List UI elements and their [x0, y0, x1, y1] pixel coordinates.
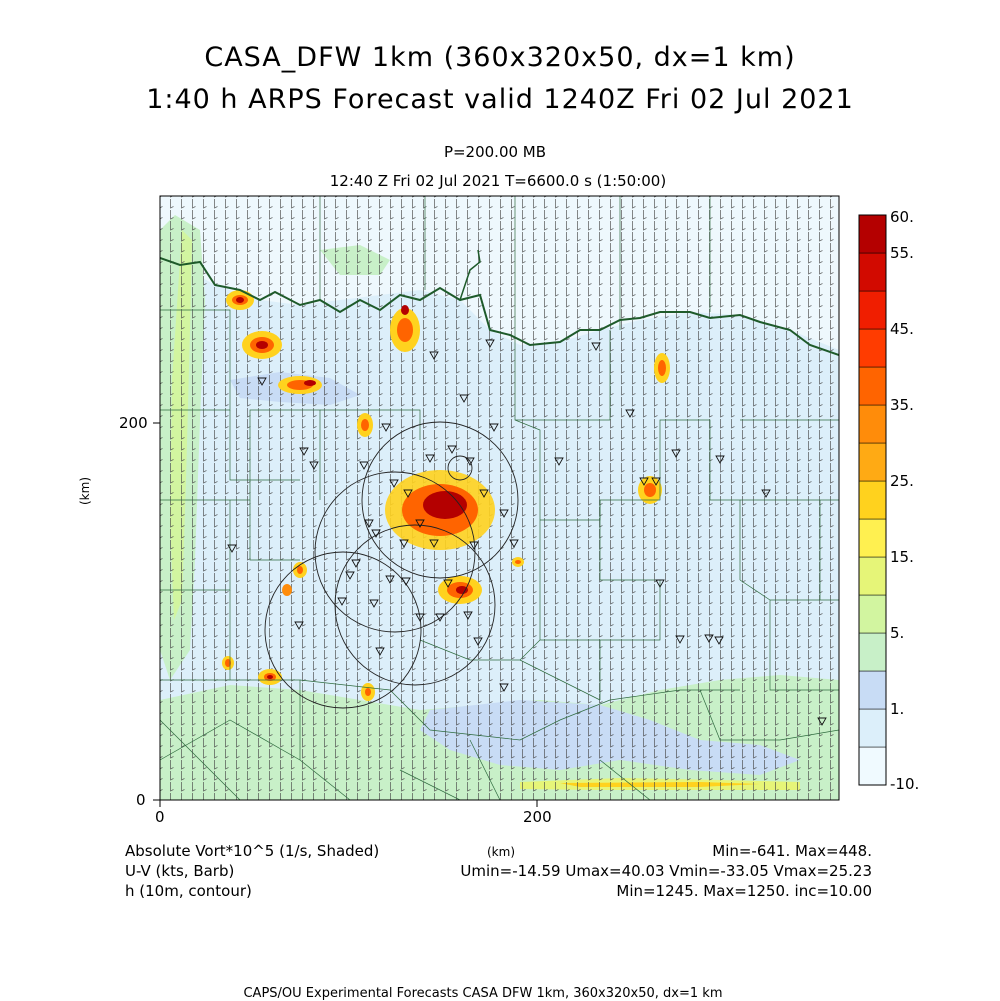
- colorbar-swatch: [859, 291, 886, 329]
- colorbar-swatch: [859, 633, 886, 671]
- x-tick-200: 200: [523, 808, 552, 826]
- storm-cell: [385, 470, 495, 550]
- colorbar-label: 45.: [890, 320, 914, 338]
- colorbar-swatch: [859, 709, 886, 747]
- y-tick-0: 0: [136, 791, 146, 809]
- colorbar-swatch: [859, 367, 886, 405]
- x-tick-0: 0: [155, 808, 165, 826]
- x-axis-label: (km): [487, 845, 516, 859]
- colorbar-swatch: [859, 519, 886, 557]
- storm-cell: [278, 376, 322, 394]
- colorbar-swatch: [859, 747, 886, 785]
- y-tick-200: 200: [119, 414, 148, 432]
- stats-shaded: Min=-641. Max=448.: [712, 842, 872, 860]
- legend-shaded: Absolute Vort*10^5 (1/s, Shaded): [125, 842, 380, 860]
- colorbar-swatch: [859, 253, 886, 291]
- colorbar-label: 15.: [890, 548, 914, 566]
- storm-cell: [226, 290, 254, 310]
- storm-cell: [222, 656, 234, 670]
- colorbar-swatch: [859, 481, 886, 519]
- colorbar-swatch: [859, 595, 886, 633]
- colorbar-label: 60.: [890, 208, 914, 226]
- legend-barb: U-V (kts, Barb): [125, 862, 235, 880]
- stats-contour: Min=1245. Max=1250. inc=10.00: [616, 882, 872, 900]
- storm-cell: [282, 584, 292, 596]
- title-line-1: CASA_DFW 1km (360x320x50, dx=1 km): [204, 42, 796, 73]
- storm-cell: [361, 683, 375, 701]
- legend-contour: h (10m, contour): [125, 882, 252, 900]
- storm-cell: [357, 413, 373, 437]
- storm-cell: [258, 669, 282, 685]
- colorbar-label: 55.: [890, 244, 914, 262]
- storm-cell: [512, 557, 524, 567]
- colorbar: [859, 215, 886, 785]
- colorbar-label: -10.: [890, 775, 920, 793]
- colorbar-swatch: [859, 557, 886, 595]
- colorbar-label: 35.: [890, 396, 914, 414]
- y-axis-label: (km): [78, 476, 92, 505]
- storm-cell: [654, 353, 670, 383]
- colorbar-swatch: [859, 443, 886, 481]
- colorbar-label: 1.: [890, 700, 905, 718]
- pressure-level: P=200.00 MB: [443, 143, 547, 161]
- colorbar-swatch: [859, 329, 886, 367]
- colorbar-label: 5.: [890, 624, 905, 642]
- colorbar-label: 25.: [890, 472, 914, 490]
- wind-barbs: [160, 196, 839, 800]
- title-line-2: 1:40 h ARPS Forecast valid 1240Z Fri 02 Jul 2021: [146, 84, 854, 115]
- colorbar-swatch: [859, 215, 886, 253]
- colorbar-swatch: [859, 405, 886, 443]
- storm-cell: [242, 331, 282, 359]
- colorbar-swatch: [859, 671, 886, 709]
- valid-time: 12:40 Z Fri 02 Jul 2021 T=6600.0 s (1:50:00): [329, 172, 667, 190]
- footer-credit: CAPS/OU Experimental Forecasts CASA DFW 1km, 360x320x50, dx=1 km: [243, 986, 723, 1001]
- stats-barb: Umin=-14.59 Umax=40.03 Vmin=-33.05 Vmax=25.23: [460, 862, 872, 880]
